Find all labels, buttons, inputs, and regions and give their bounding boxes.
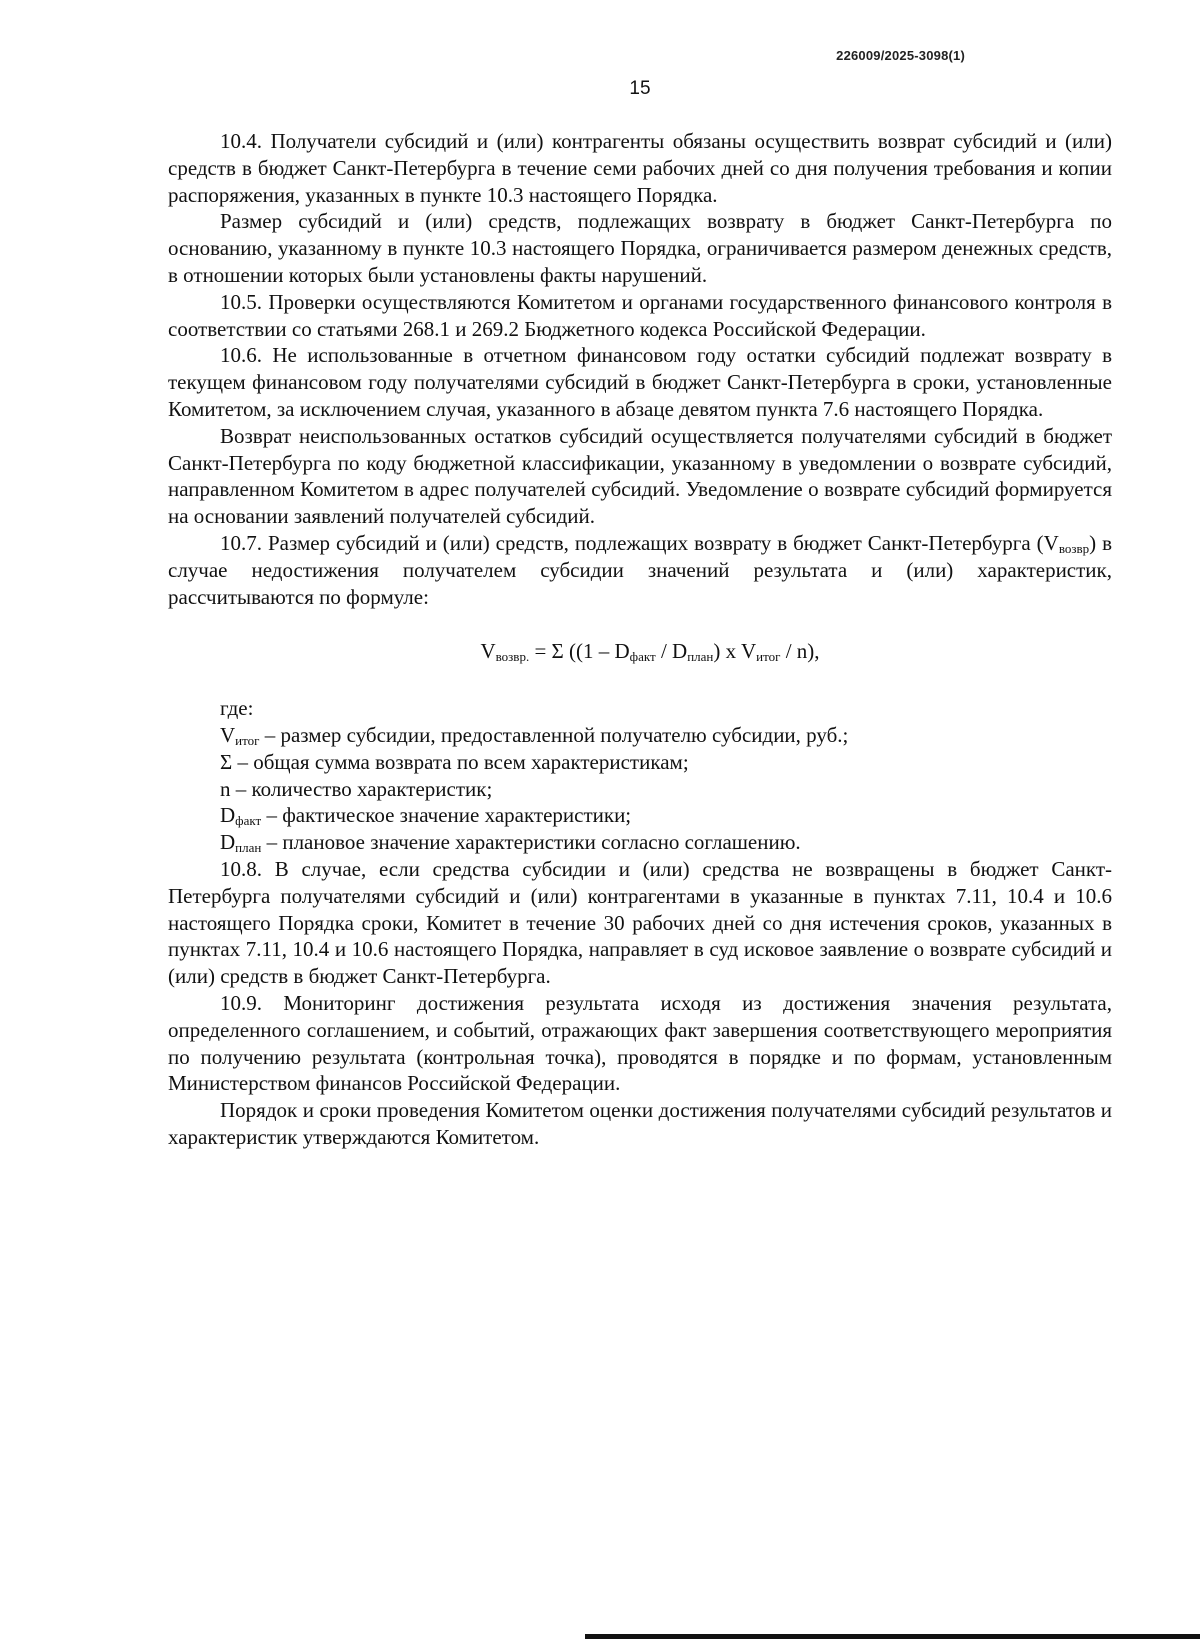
paragraph-10-4-continued: Размер субсидий и (или) средств, подлежащих возврату в бюджет Санкт-Петербурга по основанию, указанному в пункте 10.3 настоящего Порядка, ограничивается размером денежных средств, в отношении которых были установлены факты нарушений. [168,209,1112,287]
page-number: 15 [629,78,651,99]
formula-v-return-subscript: возвр. [495,649,530,665]
formula-d-fact-subscript: факт [629,649,656,665]
paragraph-10-9-continued: Порядок и сроки проведения Комитетом оценки достижения получателями субсидий результатов и характеристик утверждаются Комитетом. [168,1098,1112,1149]
paragraph-10-4: 10.4. Получатели субсидий и (или) контрагенты обязаны осуществить возврат субсидий и (или) средств в бюджет Санкт-Петербурга в течение семи рабочих дней со дня получения требования и копии распоряжения, указанных в пункте 10.3 настоящего Порядка. [168,129,1112,207]
definition-symbol: Σ [220,749,233,774]
paragraph-10-5: 10.5. Проверки осуществляются Комитетом и органами государственного финансового контроля в соответствии со статьями 268.1 и 269.2 Бюджетного кодекса Российской Федерации. [168,289,1112,341]
formula-part-1: = Σ ((1 – D [529,639,630,664]
document-body [168,128,1112,1151]
paragraph-10-7 [168,530,1112,610]
formula-v-itog-subscript: итог [756,649,781,665]
definition-symbol: D [220,830,236,855]
paragraph-10-7-text-end: ) в случае недостижения получателем субсидии значений результата и (или) характеристик, рассчитываются по формуле: [168,530,1112,609]
scan-bottom-edge [585,1634,1200,1639]
definition-text: – фактическое значение характеристики; [261,803,632,828]
definition-symbol: V [220,722,236,747]
formula-v-symbol: V [480,639,496,664]
definition-text: – размер субсидии, предоставленной получателю субсидии, руб.; [259,722,849,747]
paragraph-10-7-text-start: 10.7. Размер субсидий и (или) средств, подлежащих возврату в бюджет Санкт-Петербурга (V [220,530,1059,555]
definition-v-itog [168,722,1112,749]
return-formula [168,638,1112,665]
where-label: где: [220,696,254,721]
definition-n [168,776,1112,803]
definition-text: – общая сумма возврата по всем характеристикам; [232,749,689,774]
definition-text: – плановое значение характеристики согласно соглашению. [261,830,801,855]
definition-symbol: n [220,776,231,801]
formula-part-2: / D [655,639,688,664]
v-return-subscript: возвр [1058,540,1090,556]
formula-part-3: ) x V [713,639,757,664]
paragraph-10-9: 10.9. Мониторинг достижения результата исходя из достижения значения результата, определенного соглашением, и событий, отражающих факт завершения соответствующего мероприятия по получению результата (контрольная точка), проводятся в порядке и по формам, установленным Министерством финансов Российской Федерации. [168,990,1112,1096]
definition-subscript: итог [235,732,260,748]
paragraph-10-6-continued: Возврат неиспользованных остатков субсидий осуществляется получателями субсидий в бюджет Санкт-Петербурга по коду бюджетной классификации, указанному в уведомлении о возврате субсидий, направленном Комитетом в адрес получателей субсидий. Уведомление о возврате субсидий формируется на основании заявлений получателей субсидий. [168,423,1112,529]
definition-subscript: факт [235,813,262,829]
paragraph-10-8: 10.8. В случае, если средства субсидии и (или) средства не возвращены в бюджет Санкт-Петербурга получателями субсидий и (или) контрагентами в указанные в пунктах 7.11, 10.4 и 10.6 настоящего Порядка сроки, Комитет в течение 30 рабочих дней со дня истечения сроков, указанных в пунктах 7.11, 10.4 и 10.6 настоящего Порядка, направляет в суд исковое заявление о возврате субсидий и (или) средств в бюджет Санкт-Петербурга. [168,856,1112,989]
definition-text: – количество характеристик; [230,776,493,801]
definition-subscript: план [235,840,262,856]
formula-part-4: / n), [780,639,820,664]
paragraph-10-6: 10.6. Не использованные в отчетном финансовом году остатки субсидий подлежат возврату в текущем финансовом году получателями субсидий в бюджет Санкт-Петербурга в сроки, установленные Комитетом, за исключением случая, указанного в абзаце девятом пункта 7.6 настоящего Порядка. [168,343,1112,421]
definition-sigma [168,749,1112,776]
document-registration-number: 226009/2025-3098(1) [836,48,965,63]
definition-d-fact [168,802,1112,829]
definition-d-plan [168,829,1112,856]
formula-d-plan-subscript: план [687,649,714,665]
definition-symbol: D [220,803,236,828]
